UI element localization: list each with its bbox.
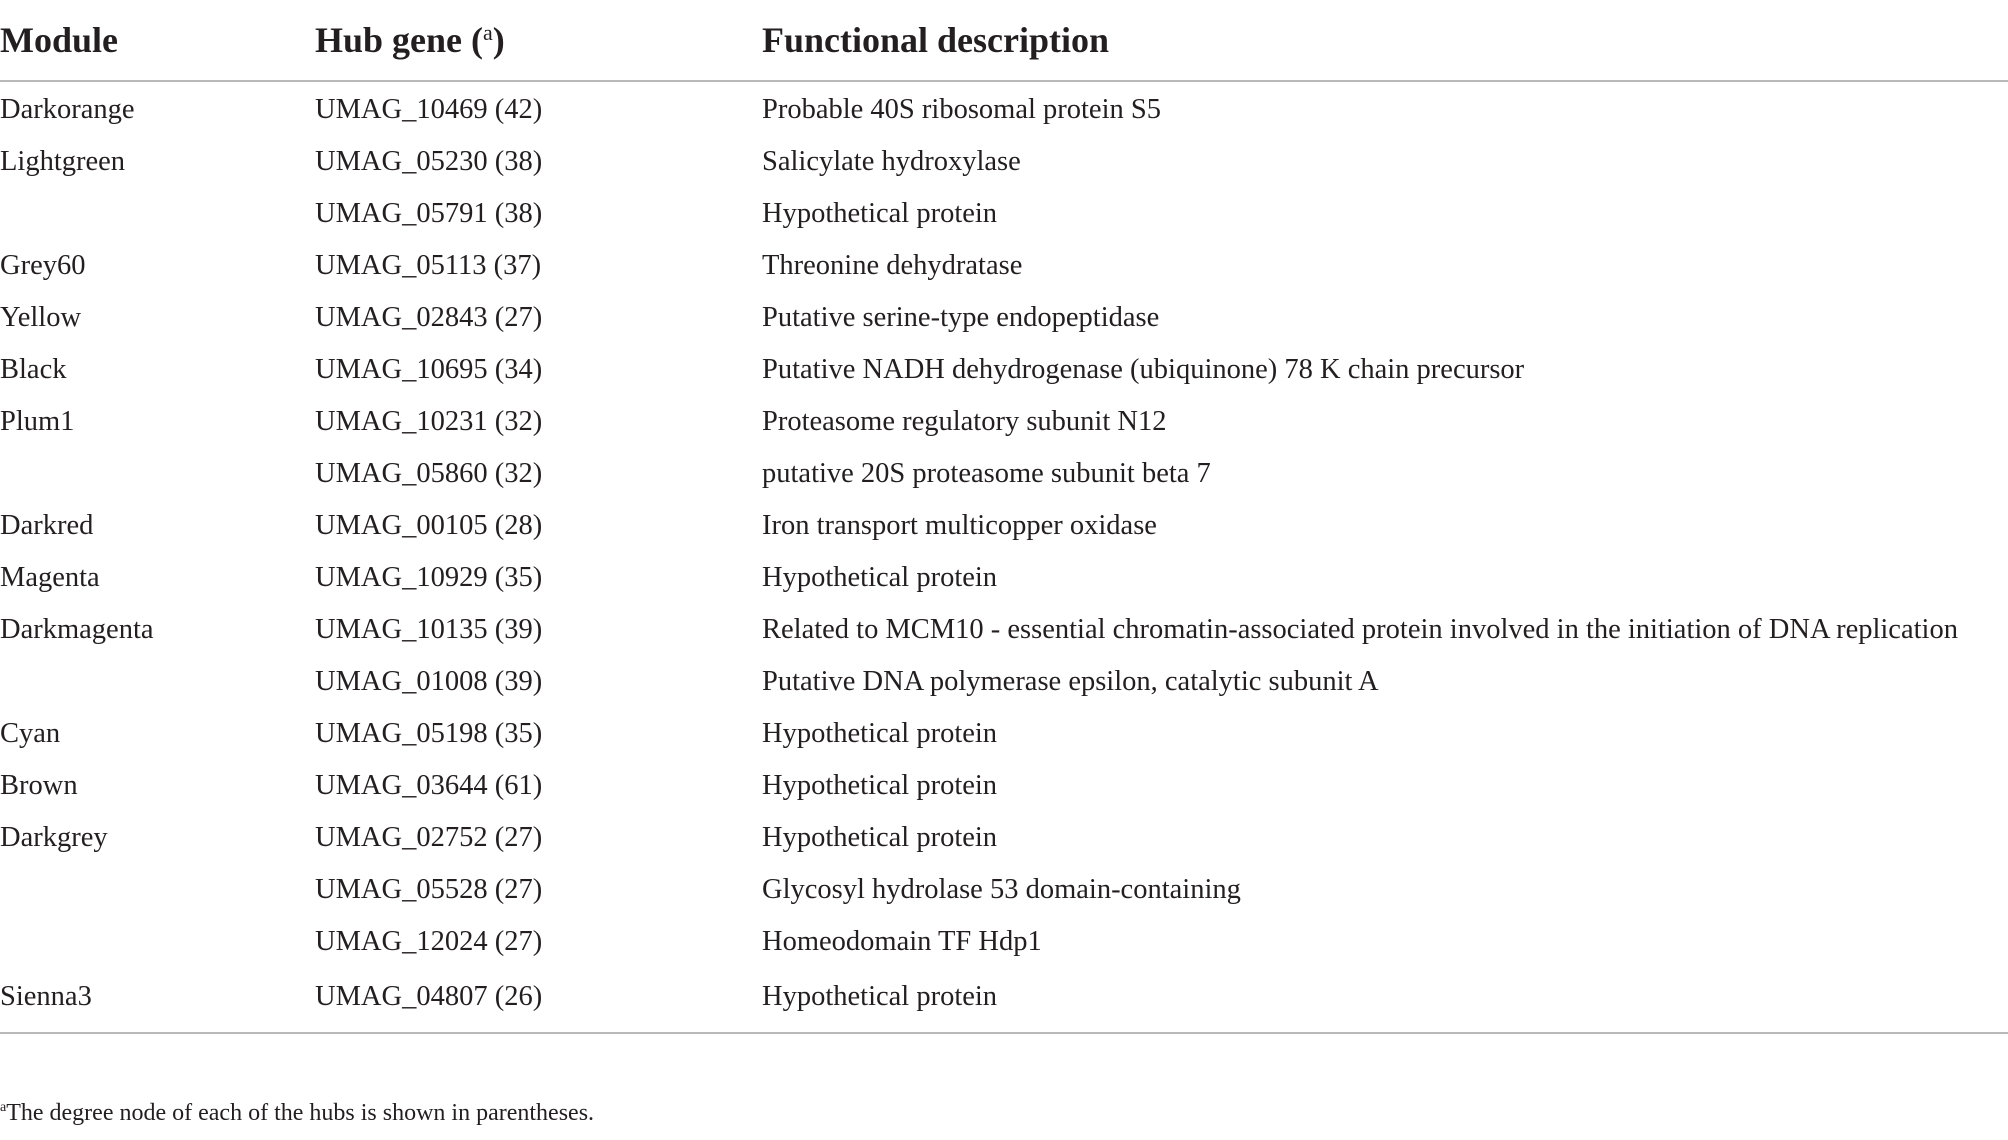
- cell-description: Proteasome regulatory subunit N12: [762, 406, 1167, 437]
- cell-description: putative 20S proteasome subunit beta 7: [762, 458, 1211, 489]
- cell-description: Hypothetical protein: [762, 968, 2008, 1033]
- table-row: [0, 396, 2008, 448]
- cell-description: Hypothetical protein: [762, 822, 998, 853]
- table-row: [0, 344, 2008, 396]
- footnote-text: The degree node of each of the hubs is shown in parentheses.: [6, 1100, 595, 1126]
- cell-description: Salicylate hydroxylase: [762, 146, 1021, 177]
- cell-description: Glycosyl hydrolase 53 domain-containing: [762, 874, 1241, 905]
- header-hub-gene-close: ): [492, 20, 505, 60]
- cell-hub-gene: UMAG_05791 (38): [315, 198, 543, 229]
- cell-module: Darkred: [0, 510, 94, 541]
- cell-hub-gene: UMAG_10231 (32): [315, 406, 543, 437]
- cell-module: Darkmagenta: [0, 614, 154, 645]
- header-hub-gene: [315, 0, 762, 81]
- cell-description: Putative NADH dehydrogenase (ubiquinone) 78 K chain precursor: [762, 354, 1525, 385]
- cell-module: [0, 864, 315, 916]
- cell-description: Iron transport multicopper oxidase: [762, 510, 1157, 541]
- table-row: [0, 81, 2008, 136]
- table-row: [0, 760, 2008, 812]
- table-row: [0, 604, 2008, 656]
- cell-module: Plum1: [0, 406, 75, 437]
- table-row: [0, 448, 2008, 500]
- table-row: [0, 188, 2008, 240]
- table-row: [0, 708, 2008, 760]
- cell-hub-gene: UMAG_00105 (28): [315, 510, 543, 541]
- cell-description: Homeodomain TF Hdp1: [762, 926, 1042, 957]
- table-footnote: [0, 1100, 594, 1127]
- cell-module: [0, 188, 315, 240]
- cell-module: Yellow: [0, 302, 82, 333]
- header-module: Module: [0, 0, 315, 81]
- header-footnote-mark: a: [483, 20, 493, 45]
- table-row: [0, 864, 2008, 916]
- cell-hub-gene: UMAG_05198 (35): [315, 718, 543, 749]
- cell-module: Darkorange: [0, 94, 135, 125]
- cell-hub-gene: UMAG_05113 (37): [315, 250, 542, 281]
- footnote-mark: a: [0, 1100, 7, 1115]
- cell-description: Hypothetical protein: [762, 770, 998, 801]
- cell-module: Lightgreen: [0, 146, 126, 177]
- cell-hub-gene: UMAG_10695 (34): [315, 354, 543, 385]
- cell-description: Putative DNA polymerase epsilon, catalytic subunit A: [762, 666, 1379, 697]
- cell-module: Grey60: [0, 250, 86, 281]
- cell-description: Putative serine-type endopeptidase: [762, 302, 1160, 333]
- cell-module: [0, 448, 315, 500]
- cell-description: Hypothetical protein: [762, 562, 998, 593]
- header-description: Functional description: [762, 0, 2008, 81]
- cell-module: Cyan: [0, 718, 61, 749]
- cell-description: Hypothetical protein: [762, 718, 998, 749]
- cell-module: Black: [0, 354, 67, 385]
- table-row: [0, 916, 2008, 968]
- table-row: [0, 656, 2008, 708]
- cell-description: Related to MCM10 - essential chromatin-associated protein involved in the initiation of DNA replication: [762, 614, 1958, 645]
- table-row: [0, 812, 2008, 864]
- cell-hub-gene: UMAG_02752 (27): [315, 822, 543, 853]
- cell-hub-gene: UMAG_10135 (39): [315, 614, 543, 645]
- cell-hub-gene: UMAG_04807 (26): [315, 968, 762, 1033]
- cell-module: Magenta: [0, 562, 100, 593]
- header-hub-gene-label: Hub gene (: [315, 20, 484, 60]
- cell-hub-gene: UMAG_03644 (61): [315, 770, 543, 801]
- cell-hub-gene: UMAG_05528 (27): [315, 874, 543, 905]
- cell-module: Darkgrey: [0, 822, 108, 853]
- table-row: [0, 240, 2008, 292]
- cell-hub-gene: UMAG_12024 (27): [315, 926, 543, 957]
- cell-hub-gene: UMAG_05860 (32): [315, 458, 543, 489]
- cell-module: [0, 916, 315, 968]
- header-row: [0, 0, 2008, 81]
- cell-hub-gene: UMAG_01008 (39): [315, 666, 543, 697]
- table-row: [0, 552, 2008, 604]
- table-row: [0, 292, 2008, 344]
- table-row: [0, 136, 2008, 188]
- cell-module: Sienna3: [0, 968, 315, 1033]
- table-header: [0, 0, 2008, 81]
- cell-hub-gene: UMAG_02843 (27): [315, 302, 543, 333]
- table-row: [0, 968, 2008, 1033]
- cell-hub-gene: UMAG_05230 (38): [315, 146, 543, 177]
- cell-module: [0, 656, 315, 708]
- cell-hub-gene: UMAG_10929 (35): [315, 562, 543, 593]
- table-body: [0, 81, 2008, 1033]
- cell-description: Probable 40S ribosomal protein S5: [762, 94, 1161, 125]
- cell-description: Threonine dehydratase: [762, 250, 1023, 281]
- cell-hub-gene: UMAG_10469 (42): [315, 94, 543, 125]
- cell-description: Hypothetical protein: [762, 198, 998, 229]
- table-row: [0, 500, 2008, 552]
- cell-module: Brown: [0, 770, 78, 801]
